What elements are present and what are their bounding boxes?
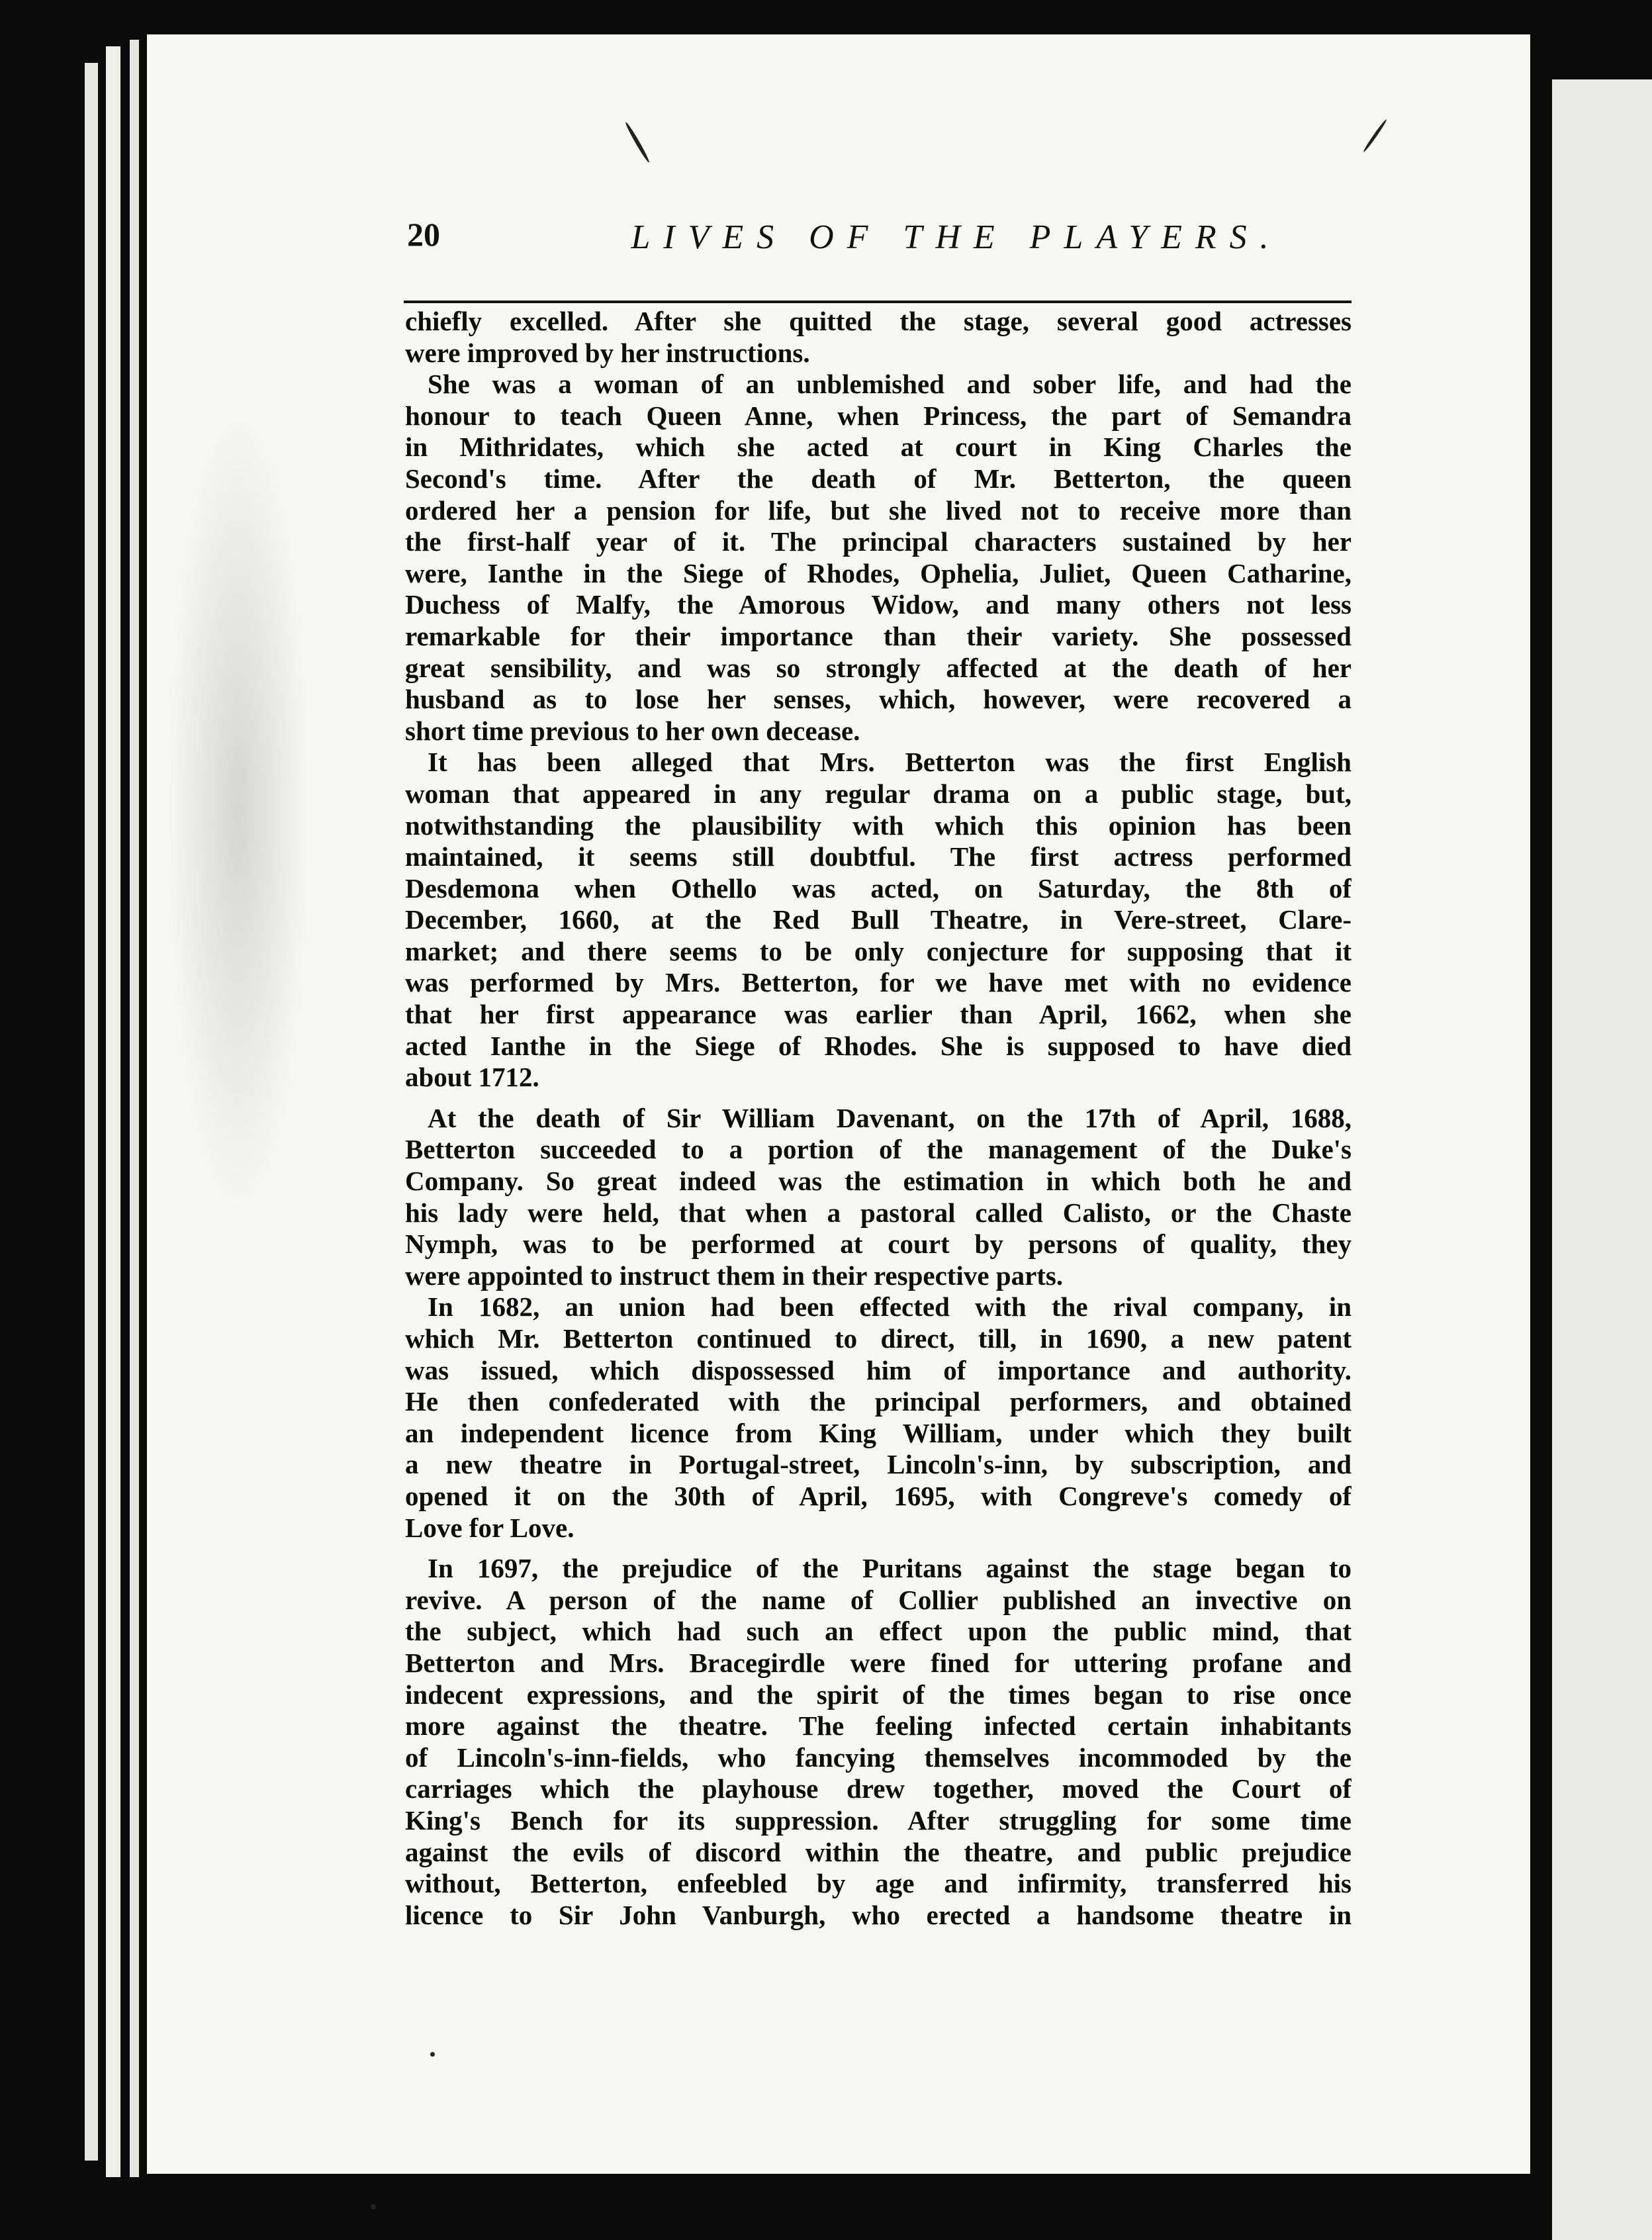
text-line: opened it on the 30th of April, 1695, with Congreve's comedy of (405, 1480, 1352, 1511)
facing-page-edge (1552, 79, 1652, 2240)
text-line: At the death of Sir William Davenant, on the 17th of April, 1688, (428, 1102, 1352, 1133)
text-line: revive. A person of the name of Collier published an invective on (405, 1584, 1352, 1615)
text-line: the first-half year of it. The principal characters sustained by her (405, 526, 1352, 557)
text-line: maintained, it seems still doubtful. The first actress performed (405, 841, 1352, 872)
text-line: a new theatre in Portugal-street, Lincoln's-inn, by subscription, and (405, 1449, 1352, 1480)
text-line: market; and there seems to be only conjecture for supposing that it (405, 935, 1352, 966)
text-line: ordered her a pension for life, but she lived not to receive more than (405, 494, 1352, 526)
text-line: the subject, which had such an effect upon the public mind, that (405, 1616, 1352, 1647)
text-line: Duchess of Malfy, the Amorous Widow, and many others not less (405, 589, 1352, 620)
text-line: an independent licence from King William, under which they built (405, 1417, 1352, 1448)
text-line: In 1697, the prejudice of the Puritans against the stage began to (428, 1553, 1352, 1584)
page-number: 20 (407, 216, 440, 253)
text-line: woman that appeared in any regular drama on a public stage, but, (405, 778, 1352, 809)
text-line: indecent expressions, and the spirit of the times began to rise once (405, 1679, 1352, 1710)
body-text (405, 306, 1352, 1931)
text-line: Love for Love. (405, 1512, 574, 1543)
text-line: notwithstanding the plausibility with which this opinion has been (405, 810, 1352, 841)
text-line: licence to Sir John Vanburgh, who erected a handsome theatre in (405, 1899, 1352, 1930)
scan-speck (371, 2204, 376, 2210)
text-line: was performed by Mrs. Betterton, for we have met with no evidence (405, 967, 1352, 998)
text-line: of Lincoln's-inn-fields, who fancying themselves incommoded by the (405, 1742, 1352, 1773)
text-line: remarkable for their importance than their variety. She possessed (405, 620, 1352, 651)
text-line: was issued, which dispossessed him of importance and authority. (405, 1354, 1352, 1385)
text-line: Betterton and Mrs. Bracegirdle were fined for uttering profane and (405, 1647, 1352, 1678)
book-edge-strip (130, 40, 139, 2177)
header-rule (404, 301, 1352, 303)
text-line: Betterton succeeded to a portion of the management of the Duke's (405, 1134, 1352, 1165)
text-line: December, 1660, at the Red Bull Theatre, in Vere-street, Clare- (405, 904, 1352, 935)
running-head: LIVES OF THE PLAYERS. (631, 218, 1282, 256)
text-line: were improved by her instructions. (405, 337, 810, 368)
text-line: acted Ianthe in the Siege of Rhodes. She is supposed to have died (405, 1030, 1352, 1061)
text-line: Desdemona when Othello was acted, on Saturday, the 8th of (405, 872, 1352, 904)
text-line: chiefly excelled. After she quitted the stage, several good actresses (405, 306, 1352, 336)
text-line: honour to teach Queen Anne, when Princess, the part of Semandra (405, 400, 1352, 431)
text-line: Company. So great indeed was the estimation in which both he and (405, 1166, 1352, 1197)
text-line: were appointed to instruct them in their respective parts. (405, 1260, 1064, 1291)
text-line: in Mithridates, which she acted at court in King Charles the (405, 432, 1352, 463)
text-line: against the evils of discord within the theatre, and public prejudice (405, 1836, 1352, 1867)
text-line: were, Ianthe in the Siege of Rhodes, Ophelia, Juliet, Queen Catharine, (405, 557, 1352, 588)
page-stain (165, 397, 311, 1225)
text-line: Second's time. After the death of Mr. Betterton, the queen (405, 463, 1352, 494)
text-line: He then confederated with the principal performers, and obtained (405, 1386, 1352, 1417)
text-line: King's Bench for its suppression. After struggling for some time (405, 1804, 1352, 1836)
text-line: about 1712. (405, 1062, 539, 1093)
text-line: short time previous to her own decease. (405, 715, 860, 746)
book-edge-strip (85, 63, 98, 2161)
text-line: that her first appearance was earlier than April, 1662, when she (405, 999, 1352, 1030)
text-line: In 1682, an union had been effected with the rival company, in (428, 1291, 1352, 1323)
book-edge-strip (106, 46, 120, 2177)
text-line: without, Betterton, enfeebled by age and infirmity, transferred his (405, 1868, 1352, 1899)
scan-speck (430, 2052, 435, 2057)
text-line: carriages which the playhouse drew together, moved the Court of (405, 1773, 1352, 1804)
text-line: Nymph, was to be performed at court by persons of quality, they (405, 1229, 1352, 1260)
page-header (407, 215, 1347, 268)
text-line: which Mr. Betterton continued to direct, till, in 1690, a new patent (405, 1323, 1352, 1354)
text-line: more against the theatre. The feeling infected certain inhabitants (405, 1710, 1352, 1742)
text-line: great sensibility, and was so strongly affected at the death of her (405, 652, 1352, 683)
text-line: his lady were held, that when a pastoral called Calisto, or the Chaste (405, 1197, 1352, 1228)
text-line: She was a woman of an unblemished and sober life, and had the (428, 369, 1352, 400)
text-line: husband as to lose her senses, which, however, were recovered a (405, 684, 1352, 715)
text-line: It has been alleged that Mrs. Betterton was the first English (428, 747, 1352, 778)
